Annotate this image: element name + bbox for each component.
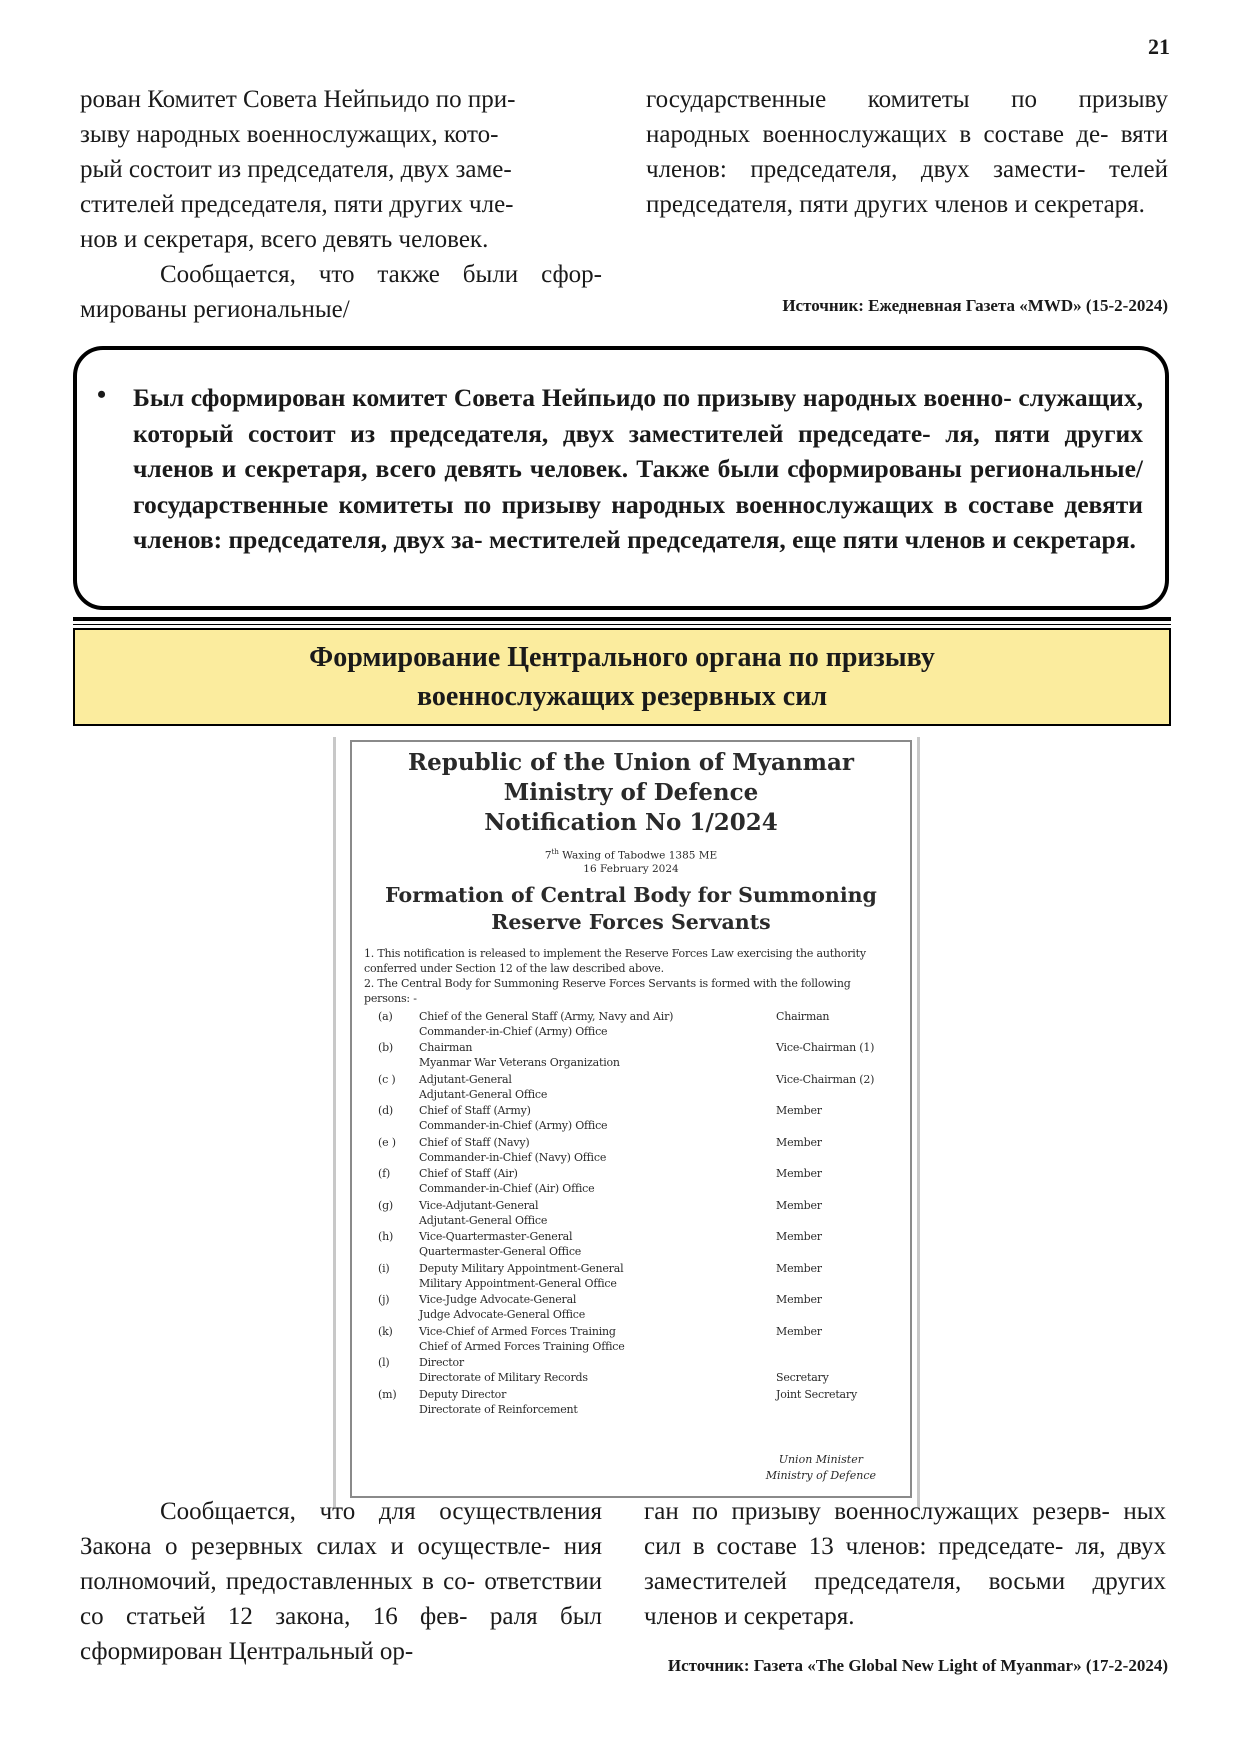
member-letter: (c ) — [378, 1072, 396, 1086]
divider-thick — [73, 617, 1171, 621]
notification-title-line-2: Reserve Forces Servants — [491, 909, 771, 934]
member-letter: (k) — [378, 1324, 393, 1338]
member-title: Chief of the General Staff (Army, Navy and Air) — [419, 1009, 674, 1023]
notification-date — [352, 846, 910, 876]
member-title: Chief of Staff (Navy) — [419, 1135, 530, 1149]
member-position — [419, 1387, 578, 1417]
member-row — [364, 1072, 898, 1104]
member-role: Member — [776, 1104, 822, 1117]
top-left-line-5: нов и секретаря, всего девять человек. — [80, 226, 489, 253]
member-title: Vice-Chief of Armed Forces Training — [419, 1324, 616, 1338]
member-title: Vice-Judge Advocate-General — [419, 1293, 577, 1306]
member-row — [364, 1387, 898, 1419]
member-row — [364, 1198, 898, 1230]
member-position — [419, 1135, 606, 1165]
notification-header-line-1: Republic of the Union of Myanmar — [408, 749, 854, 776]
notification-signature — [766, 1452, 876, 1484]
member-position — [419, 1103, 607, 1133]
member-position — [419, 1324, 625, 1354]
member-title: Director — [419, 1356, 464, 1369]
member-role: Vice-Chairman (2) — [776, 1072, 875, 1086]
member-role: Vice-Chairman (1) — [776, 1041, 875, 1054]
section-title-banner — [73, 628, 1171, 726]
member-title: Chief of Staff (Air) — [419, 1167, 518, 1180]
member-title: Vice-Adjutant-General — [419, 1198, 539, 1212]
notification-para-2: 2. The Central Body for Summoning Reserve Forces Servants is formed with the following persons: - — [364, 976, 851, 1005]
member-row — [364, 1009, 898, 1041]
page-number: 21 — [1148, 34, 1170, 59]
notification-title-line-1: Formation of Central Body for Summoning — [385, 882, 877, 907]
member-position — [419, 1198, 547, 1228]
top-left-line-2: зыву народных военнослужащих, кото- — [80, 121, 499, 148]
bullet-icon: • — [97, 380, 107, 409]
top-left-line-1: рован Комитет Совета Нейпьидо по при- — [80, 86, 516, 113]
member-position — [419, 1166, 594, 1196]
bottom-left-column — [80, 1494, 602, 1669]
member-office: Commander-in-Chief (Air) Office — [419, 1182, 595, 1195]
member-title: Deputy Military Appointment-General — [419, 1261, 624, 1275]
member-role: Chairman — [776, 1009, 830, 1023]
member-row — [364, 1040, 898, 1072]
member-list — [364, 1009, 898, 1419]
member-title: Deputy Director — [419, 1387, 507, 1401]
member-letter: (l) — [378, 1356, 390, 1369]
member-office: Commander-in-Chief (Army) Office — [419, 1024, 608, 1038]
top-right-paragraph: государственные комитеты по призыву народных военнослужащих в составе де- вяти членов: председателя, двух замести- телей председателя, пяти других членов и секретаря. — [646, 86, 1168, 218]
top-left-paragraph: Сообщается, что также были сфор- мированы региональные/ — [80, 261, 602, 323]
member-role: Member — [776, 1198, 822, 1212]
member-position — [419, 1229, 581, 1259]
date-month: Waxing of Tabodwe 1385 ME — [558, 849, 718, 862]
member-office: Quartermaster-General Office — [419, 1245, 582, 1258]
bottom-right-column — [644, 1494, 1166, 1634]
member-office: Judge Advocate-General Office — [419, 1308, 586, 1321]
member-letter: (g) — [378, 1198, 394, 1212]
section-title: Формирование Центрального органа по призыву военнослужащих резервных сил — [309, 642, 935, 712]
member-role: Member — [776, 1135, 822, 1149]
member-office: Commander-in-Chief (Army) Office — [419, 1119, 608, 1132]
divider-thin — [73, 624, 1171, 625]
member-letter: (b) — [378, 1041, 394, 1054]
member-role: Member — [776, 1324, 822, 1338]
notification-body — [364, 946, 898, 1419]
bottom-right-paragraph: ган по призыву военнослужащих резерв- ных сил в составе 13 членов: председате- ля, двух заместителей председателя, восьми других членов и секретаря. — [644, 1498, 1166, 1630]
member-office: Myanmar War Veterans Organization — [419, 1056, 620, 1069]
member-position — [419, 1009, 673, 1039]
member-office: Adjutant-General Office — [419, 1087, 548, 1101]
member-position — [419, 1261, 623, 1291]
member-title: Adjutant-General — [419, 1072, 512, 1086]
date-day: 7 — [544, 849, 552, 862]
member-row — [364, 1261, 898, 1293]
date-ordinal: th — [551, 848, 559, 856]
member-office: Directorate of Reinforcement — [419, 1402, 578, 1416]
member-role: Secretary — [776, 1371, 829, 1384]
member-role: Member — [776, 1230, 822, 1243]
member-role: Member — [776, 1167, 822, 1180]
notification-header — [352, 748, 910, 838]
member-office: Adjutant-General Office — [419, 1213, 548, 1227]
member-letter: (d) — [378, 1104, 394, 1117]
date-gregorian: 16 February 2024 — [583, 862, 679, 875]
member-row — [364, 1166, 898, 1198]
member-role: Member — [776, 1293, 822, 1306]
member-office: Directorate of Military Records — [419, 1371, 588, 1384]
notification-header-line-3: Notification No 1/2024 — [484, 809, 778, 836]
member-office: Chief of Armed Forces Training Office — [419, 1339, 625, 1353]
summary-box — [73, 346, 1169, 610]
source-bottom: Источник: Газета «The Global New Light of Myanmar» (17-2-2024) — [667, 1656, 1168, 1675]
member-letter: (i) — [378, 1261, 390, 1275]
member-row — [364, 1324, 898, 1356]
notification-para-1: 1. This notification is released to implement the Reserve Forces Law exercising the authority conferred under Section 12 of the law described above. — [364, 946, 866, 975]
notification-image — [350, 740, 912, 1498]
member-title: Vice-Quartermaster-General — [419, 1230, 573, 1243]
notification-title — [352, 882, 910, 936]
member-letter: (m) — [378, 1387, 397, 1401]
summary-text: Был сформирован комитет Совета Нейпьидо по призыву народных военно- служащих, который состоит из председателя, двух заместителей председате- ля, пяти других членов и секретаря, всего девять человек. Также были сформированы региональные/государственные комитеты по призыву народных военнослужащих в составе девяти членов: председателя, двух за- местителей председателя, еще пяти членов и секретаря. — [133, 383, 1143, 554]
member-letter: (j) — [378, 1293, 390, 1306]
top-right-column — [646, 82, 1168, 222]
member-row — [364, 1103, 898, 1135]
signature-line-2: Ministry of Defence — [765, 1469, 876, 1482]
source-top: Источник: Ежедневная Газета «MWD» (15-2-2024) — [782, 296, 1168, 315]
bottom-left-paragraph: Сообщается, что для осуществления Закона о резервных силах и осуществле- ния полномочий, предоставленных в со- ответствии со статьей 12 закона, 16 фев- раля был сформирован Центральный ор- — [80, 1498, 602, 1665]
member-position — [419, 1355, 588, 1385]
member-letter: (a) — [378, 1009, 393, 1023]
member-position — [419, 1072, 547, 1102]
member-position — [419, 1292, 585, 1322]
member-office: Commander-in-Chief (Navy) Office — [419, 1150, 607, 1164]
member-position — [419, 1040, 620, 1070]
member-letter: (h) — [378, 1230, 394, 1243]
member-letter: (f) — [378, 1167, 391, 1180]
member-title: Chairman — [419, 1041, 473, 1054]
top-left-line-3: рый состоит из председателя, двух заме- — [80, 156, 512, 183]
top-left-column — [80, 82, 602, 327]
member-role: Joint Secretary — [776, 1387, 857, 1401]
notification-header-line-2: Ministry of Defence — [503, 779, 759, 806]
member-role: Member — [776, 1261, 822, 1275]
member-row — [364, 1135, 898, 1167]
member-row — [364, 1355, 898, 1387]
member-title: Chief of Staff (Army) — [419, 1104, 531, 1117]
top-left-line-4: стителей председателя, пяти других чле- — [80, 191, 514, 218]
member-letter: (e ) — [378, 1135, 396, 1149]
member-row — [364, 1229, 898, 1261]
member-row — [364, 1292, 898, 1324]
member-office: Military Appointment-General Office — [419, 1276, 617, 1290]
signature-line-1: Union Minister — [778, 1453, 863, 1466]
